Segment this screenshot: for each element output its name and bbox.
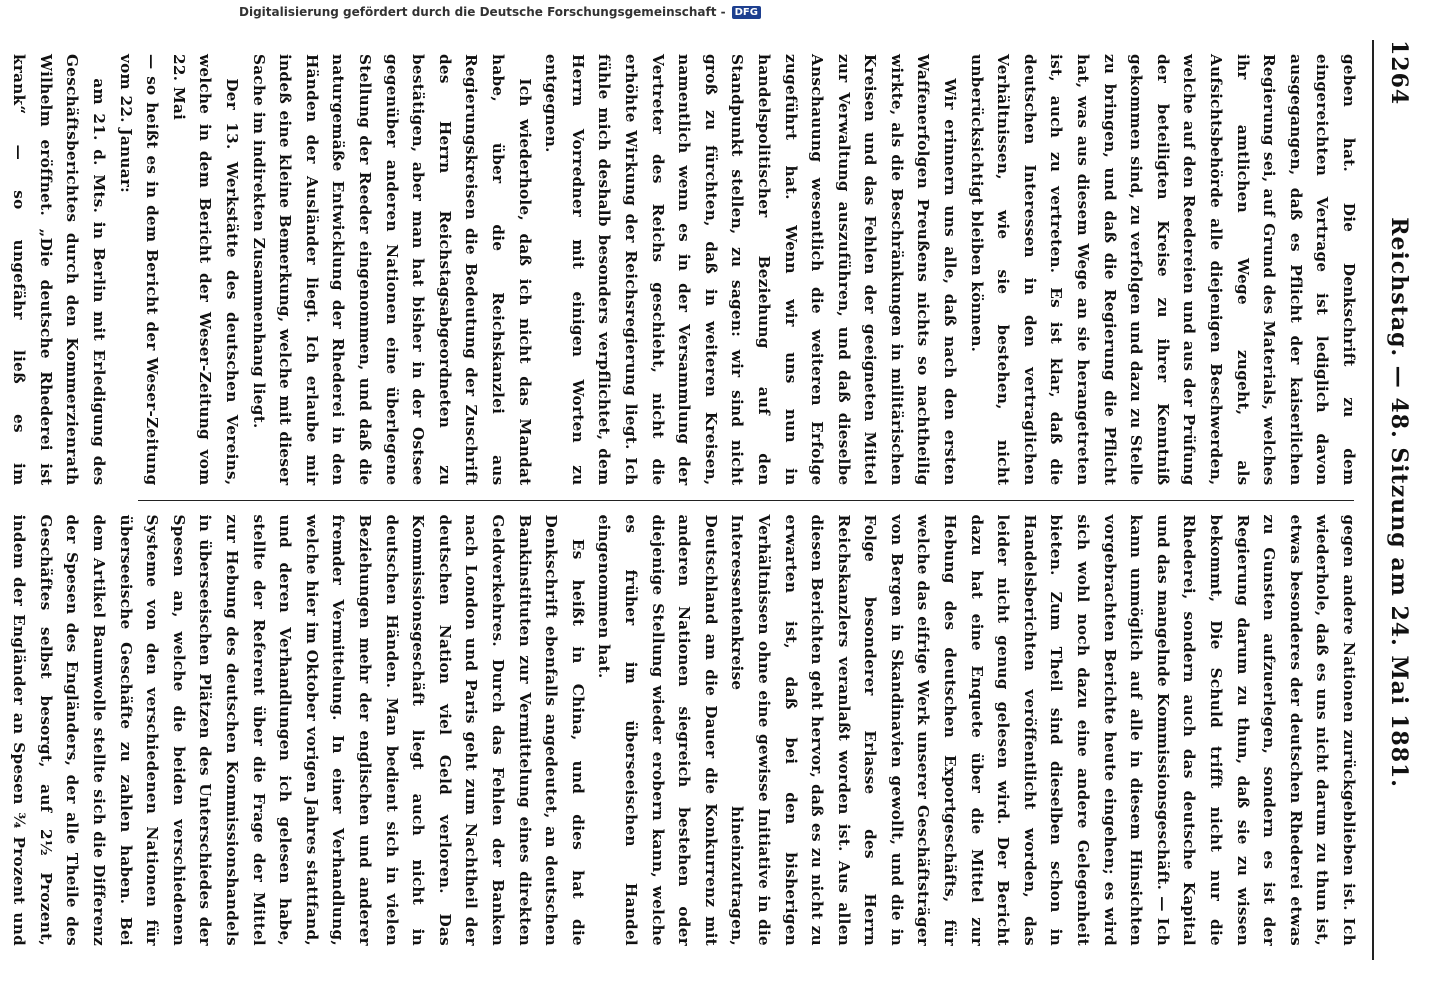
right-column (10, 501, 1362, 961)
paragraph: Wir erinnern uns alle, daß nach den ersten Waffenerfolgen Preußens nichts so nachtheilig wirkte, als die Beschränkungen in militärischen Kreisen und das Fehlen der geeigneten Mittel zur Verwaltung auszuführen, und daß dieselbe Anschauung wesentlich die weiteren Erfolge zugeführt hat. Wenn wir uns nun in handelspolitischer Beziehung auf den Standpunkt stellen, zu sagen: wir sind nicht groß zu fürchten, daß in weiteren Kreisen, namentlich wenn es in der Versammlung der Vertreter des Reichs geschieht, nicht die erhöhte Wirkung der Reichsregierung liegt. Ich fühle mich deshalb besonders verpflichtet, dem Herrn Vorredner mit einigen Worten zu entgegnen. (542, 54, 960, 486)
page-number: 1264 (1386, 40, 1412, 106)
paragraph: Es heißt in China, und dies hat die Denkschrift ebenfalls angedeutet, an deutschen Bankinstituten zur Vermittelung eines direkten Geldverkehres. Durch das Fehlen der Banken nach London und Paris geht zum Nachtheil der deutschen Nation viel Geld verloren. Das Kommissionsgeschäft liegt auch nicht in deutschen Händen. Man bedient sich in vielen Beziehungen mehr der englischen und anderer fremder Vermittelung. In einer Verhandlung, welche hier im Oktober vorigen Jahres stattfand, und deren Verhandlungen ich gelesen habe, stellte der Referent über die Frage der Mittel zur Hebung des deutschen Kommissionshandels in überseeischen Plätzen des Unterschiedes der Spesen an, welche die beiden verschiedenen Systeme von den verschiedenen Nationen für überseeische Geschäfte zu zahlen haben. Bei dem Artikel Baumwolle stellte sich die Differenz der Spesen des Engländers, der alle Theile des Geschäftes selbst besorgt, auf 2½ Prozent, indem der Engländer an Spesen ¾ Prozent und (10, 514, 587, 946)
running-head (1384, 40, 1414, 960)
credit-text: Digitalisierung gefördert durch die Deutsche Forschungsgemeinschaft - (239, 5, 726, 19)
running-title: Reichstag. — 48. Sitzung am 24. Mai 1881. (1386, 217, 1412, 788)
paragraph: geben hat. Die Denkschrift zu dem eingereichten Vertrage ist lediglich davon ausgegangen, daß es Pflicht der kaiserlichen Regierung sei, auf Grund des Materials, welches ihr amtlichen Wege zugeht, als Aufsichtsbehörde alle diejenigen Beschwerden, welche auf den Reedereien und aus der Prüfung der beteiligten Kreise zu ihrer Kenntniß gekommen sind, zu verfolgen und dazu zu Stelle zu bringen, und daß die Regierung die Pflicht hat, was aus diesem Wege an sie herangetreten ist, auch zu vertreten. Es ist klar, daß die deutschen Interessen in den vertraglichen Verhältnissen, wie sie bestehen, nicht unberücksichtigt bleiben können. (967, 54, 1358, 486)
paragraph: Ich wiederhole, daß ich nicht das Mandat habe, über die Reichskanzlei aus Regierungskreisen die Bedeutung der Zuschrift des Herrn Reichstagsabgeordneten zu bestätigen, aber man hat bisher in der Ostsee gegenüber anderen Nationen eine überlegene Stellung der Reeder eingenommen, und daß die naturgemäße Entwicklung der Rhederei in den Händen der Ausländer liegt. Ich erlaube mir indeß eine kleine Bemerkung, welche mit dieser Sache im indirekten Zusammenhang liegt. (249, 54, 534, 486)
paragraph: Der 13. Werkstätte des deutschen Vereins, welche in dem Bericht der Weser-Zeitung vom 22. Mai (169, 54, 242, 486)
dfg-logo: DFG (732, 6, 761, 19)
paragraph: — so heißt es in dem Bericht der Weser-Zeitung vom 22. Januar: (116, 54, 162, 486)
paragraph: am 21. d. Mts. in Berlin mit Erledigung des Geschäftsberichtes durch den Kommerzienrath Wilhelm eröffnet. „Die deutsche Rhederei ist krank“ — so ungefähr ließ es im (10, 54, 109, 486)
text-columns (10, 40, 1362, 960)
paragraph: gegen andere Nationen zurückgeblieben ist. Ich wiederhole, daß es uns nicht darum zu thun ist, etwas besonderes der deutschen Rhederei etwas zu Gunsten aufzuerlegen, sondern es ist der Regierung darum zu thun, daß sie zu wissen bekommt, Die Schuld trifft nicht nur die Rhederei, sondern auch das deutsche Kapital und das mangelnde Kommissionsgeschäft. — Ich kann unmöglich auf alle in diesem Hinsichten vorgebrachten Berichte heute eingehen; es wird sich wohl noch dazu eine andere Gelegenheit bieten. Zum Theil sind dieselben schon in Handelsberichten veröffentlicht worden, das leider nicht genug gelesen wird. Der Bericht dazu hat eine Enquete über die Mittel zur Hebung des deutschen Exportgeschäfts, für welche das eifrige Werk unserer Geschäftsträger von Bergen in Skandinavien gewollt, und die in Folge besonderer Erlasse des Herrn Reichskanzlers veranlaßt worden ist. Aus allen diesen Berichten geht hervor, daß es zu nicht zu erwarten ist, daß bei den bisherigen Verhältnissen ohne eine gewisse Initiative in die Interessentenkreise hineinzutragen, Deutschland am die Dauer die Konkurrenz mit anderen Nationen siegreich bestehen oder diejenige Stellung wieder erobern kann, welche es früher im überseeischen Handel eingenommen hat. (595, 514, 1358, 946)
left-column (10, 40, 1362, 500)
digitization-credit (0, 0, 1000, 24)
header-rule (1372, 40, 1374, 960)
